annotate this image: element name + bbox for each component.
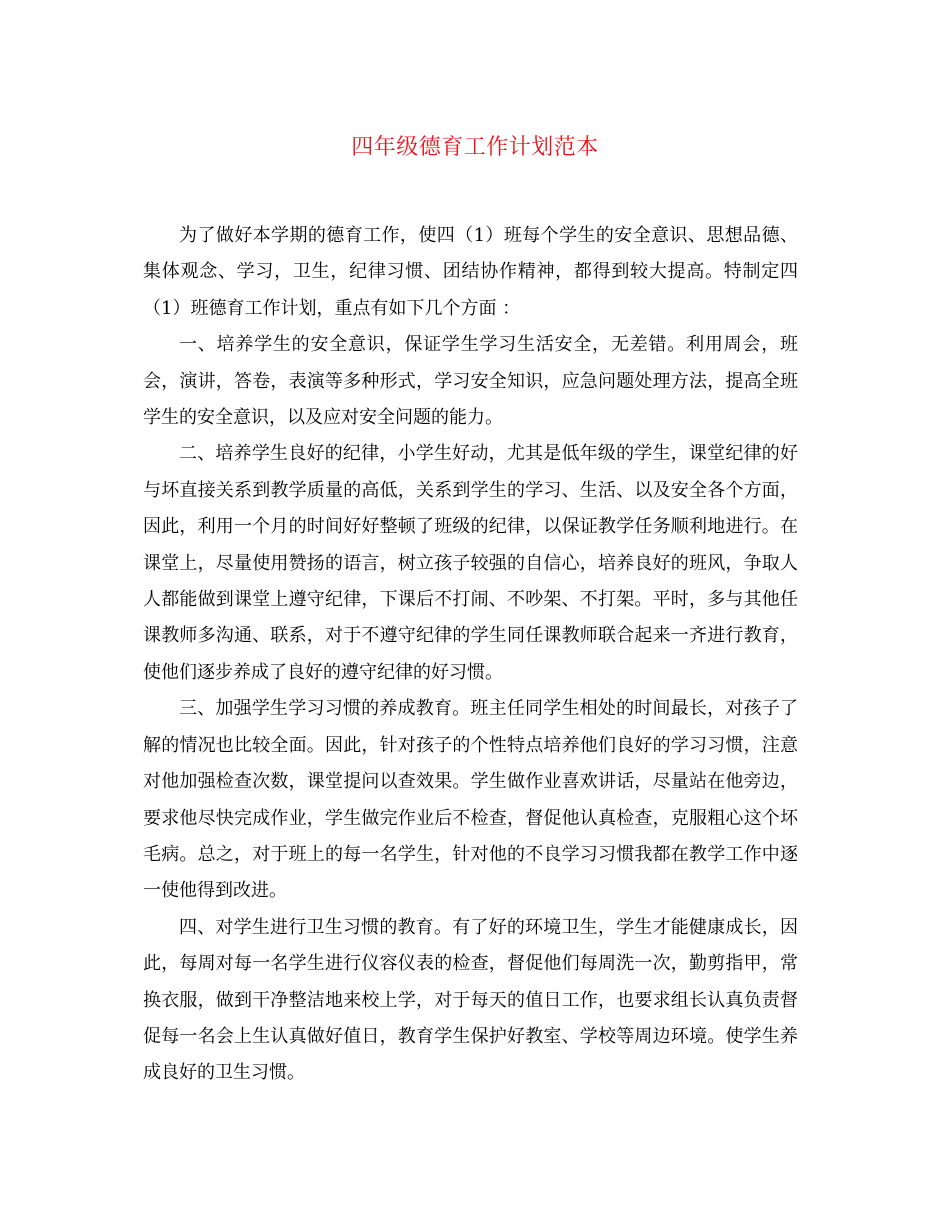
paragraph-intro: 为了做好本学期的德育工作，使四（1）班每个学生的安全意识、思想品德、集体观念、学习，卫生，纪律习惯、团结协作精神，都得到较大提高。特制定四（1）班德育工作计划，重点有如下几个方面 ：: [143, 225, 798, 319]
paragraph-safety: 一、培养学生的安全意识，保证学生学习生活安全，无差错。利用周会，班会，演讲，答卷，表演等多种形式，学习安全知识，应急问题处理方法，提高全班学生的安全意识，以及应对安全问题的能力。: [143, 334, 798, 429]
document-body: [143, 218, 798, 1092]
paragraph-study-habits: 三、加强学生学习习惯的养成教育。班主任同学生相处的时间最长，对孩子了解的情况也比较全面。因此，针对孩子的个性特点培养他们良好的学习习惯，注意对他加强检查次数，课堂提问以查效果。学生做作业喜欢讲话，尽量站在他旁边，要求他尽快完成作业，学生做完作业后不检查，督促他认真检查，克服粗心这个坏毛病。总之，对于班上的每一名学生，针对他的不良学习习惯我都在教学工作中逐一使他得到改进。: [143, 698, 798, 902]
paragraph-hygiene: 四、对学生进行卫生习惯的教育。有了好的环境卫生，学生才能健康成长，因此，每周对每一名学生进行仪容仪表的检查，督促他们每周洗一次，勤剪指甲，常换衣服，做到干净整洁地来校上学，对于每天的值日工作，也要求组长认真负责督促每一名会上生认真做好值日，教育学生保护好教室、学校等周边环境。使学生养成良好的卫生习惯。: [143, 916, 798, 1084]
paragraph-discipline: 二、培养学生良好的纪律，小学生好动，尤其是低年级的学生，课堂纪律的好与坏直接关系到教学质量的高低，关系到学生的学习、生活、以及安全各个方面，因此，利用一个月的时间好好整顿了班级的纪律，以保证教学任务顺利地进行。在课堂上，尽量使用赞扬的语言，树立孩子较强的自信心，培养良好的班风，争取人人都能做到课堂上遵守纪律，下课后不打闹、不吵架、不打架。平时，多与其他任课教师多沟通、联系，对于不遵守纪律的学生同任课教师联合起来一齐进行教育，使他们逐步养成了良好的遵守纪律的好习惯。: [143, 443, 798, 683]
document-title: 四年级德育工作计划范本: [351, 135, 599, 160]
